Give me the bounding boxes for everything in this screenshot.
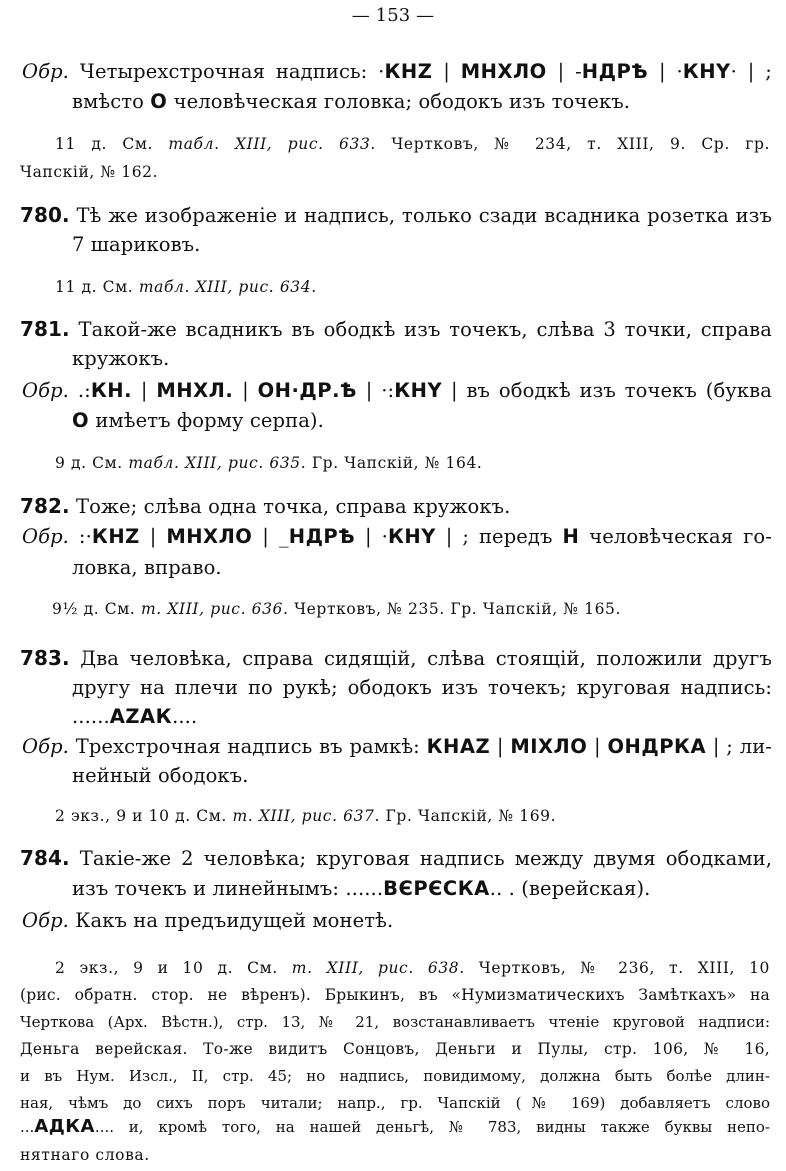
reference-note: 11 д. См. табл. XIII, рис. 634. (55, 278, 317, 296)
entry-784: 784. Такіе-же 2 человѣка; круговая надпись между двумя ободками, (20, 846, 772, 870)
body-line: О имѣетъ форму серпа). (72, 409, 324, 432)
coin-legend: МНХЛО (460, 60, 547, 83)
body-line: кружокъ. (72, 347, 170, 370)
reference-note: 2 экз., 9 и 10 д. См. т. XIII, рис. 638. Чертковъ, № 236, т. XIII, 10 (55, 959, 771, 977)
reference-note: ...АДКА.... и, кромѣ того, на нашей деньгѣ, № 783, видны также буквы непо- (20, 1116, 770, 1137)
coin-legend: КНZ (91, 525, 140, 548)
entry-782: 782. Тоже; слѣва одна точка, справа кружокъ. (20, 494, 511, 518)
reference-note: нятнаго слова. (20, 1146, 150, 1164)
entry-number: 783. (20, 646, 70, 670)
coin-legend: КНY (387, 525, 436, 548)
coin-legend: АZАК (109, 705, 173, 728)
obverse-description: Обр. .:КН. | МНХЛ. | ОН·ДР.Ѣ | ·:КНY | въ ободкѣ изъ точекъ (буква (22, 379, 772, 402)
coin-legend: ОН·ДР.Ѣ (257, 379, 357, 402)
coin-legend: ВЄРЄСКА (383, 877, 490, 900)
obverse-description: Обр. Какъ на предъидущей монетѣ. (22, 909, 394, 932)
body-line: ловка, вправо. (72, 556, 222, 579)
coin-legend: НДРѢ (581, 60, 649, 83)
body-line: другу на плечи по рукѣ; ободокъ изъ точекъ; круговая надпись: (72, 676, 772, 699)
entry-number: 781. (20, 317, 70, 341)
coin-legend: МНХЛО (166, 525, 253, 548)
reference-note: 9½ д. См. т. XIII, рис. 636. Чертковъ, № 235. Гр. Чапскій, № 165. (52, 600, 622, 618)
obverse-description: Обр. :·КНZ | МНХЛО | _НДРѢ | ·КНY | ; передъ Н человѣческая го- (22, 525, 772, 548)
coin-legend: КНZ (384, 60, 433, 83)
coin-legend: ОНДРКА (607, 735, 707, 758)
coin-legend: КНY (682, 60, 731, 83)
body-line: изъ точекъ и линейнымъ: ......ВЄРЄСКА.. . (верейская). (72, 877, 651, 900)
coin-legend: МІХЛО (510, 735, 588, 758)
body-line: 7 шариковъ. (72, 233, 201, 256)
coin-legend: КН. (90, 379, 132, 402)
entry-783: 783. Два человѣка, справа сидящій, слѣва стоящій, положили другъ (20, 646, 772, 670)
entry-number: 782. (20, 494, 70, 518)
body-line: вмѣсто О человѣческая головка; ободокъ изъ точекъ. (72, 90, 631, 113)
coin-legend: НДРѢ (288, 525, 356, 548)
obverse-description: Обр. Четырехстрочная надпись: ·КНZ | МНХЛО | -НДРѢ | ·КНY· | ; (22, 60, 772, 83)
body-line: ......АZАК.... (72, 705, 198, 728)
entry-780: 780. Тѣ же изображеніе и надпись, только сзади всадника розетка изъ (20, 203, 772, 227)
entry-number: 784. (20, 846, 70, 870)
reference-note: Деньга верейская. То-же видитъ Сонцовъ, Деньги и Пулы, стр. 106, № 16, (20, 1040, 770, 1058)
coin-legend: КНАZ (426, 735, 491, 758)
coin-legend: МНХЛ. (156, 379, 234, 402)
entry-number: 780. (20, 203, 70, 227)
page-number: — 153 — (351, 5, 435, 26)
body-line: нейный ободокъ. (72, 764, 249, 787)
reference-note: Черткова (Арх. Вѣстн.), стр. 13, № 21, возстанавливаетъ чтеніе круговой надписи: (20, 1013, 770, 1031)
reference-note: 2 экз., 9 и 10 д. См. т. XIII, рис. 637. Гр. Чапскій, № 169. (55, 807, 557, 825)
reference-note: Чапскій, № 162. (20, 163, 159, 181)
coin-legend: КНY (394, 379, 443, 402)
reference-note: и въ Нум. Изсл., II, стр. 45; но надпись, повидимому, должна быть болѣе длин- (20, 1067, 770, 1085)
reference-note: 11 д. См. табл. XIII, рис. 633. Чертковъ, № 234, т. XIII, 9. Ср. гр. (55, 135, 771, 153)
reference-note: 9 д. См. табл. XIII, рис. 635. Гр. Чапскій, № 164. (55, 454, 483, 472)
entry-781: 781. Такой-же всадникъ въ ободкѣ изъ точекъ, слѣва 3 точки, справа (20, 317, 772, 341)
reference-note: (рис. обратн. стор. не вѣренъ). Брыкинъ, въ «Нумизматическихъ Замѣткахъ» на (20, 986, 770, 1004)
obverse-description: Обр. Трехстрочная надпись въ рамкѣ: КНАZ | МІХЛО | ОНДРКА | ; ли- (22, 735, 772, 758)
coin-legend: АДКА (34, 1116, 95, 1137)
reference-note: ная, чѣмъ до сихъ поръ читали; напр., гр. Чапскій (№ 169) добавляетъ слово (20, 1094, 770, 1112)
